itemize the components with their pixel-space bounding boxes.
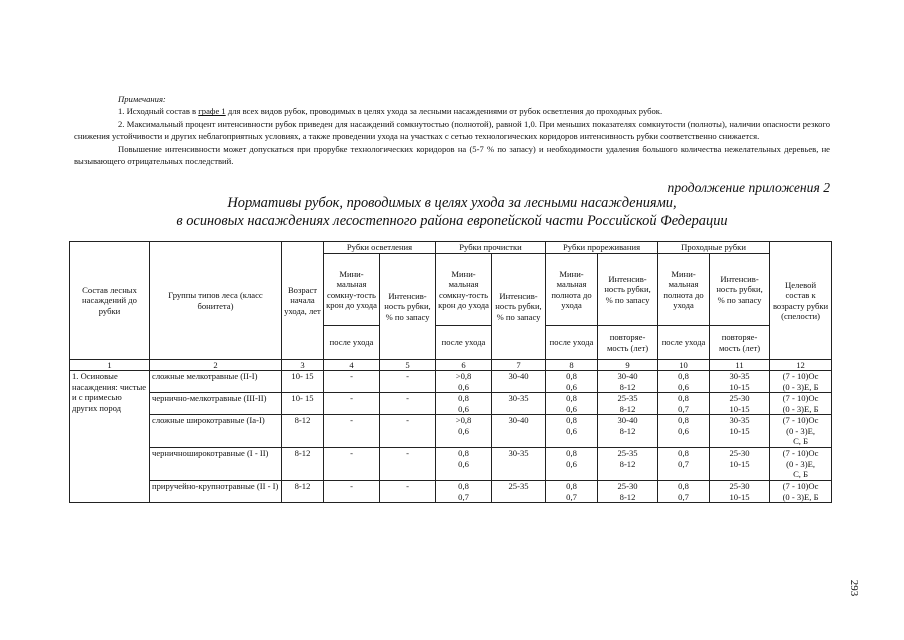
cell [770,371,832,393]
header-intensity-4: Интенсив-ность рубки, % по запасу [710,254,770,326]
col-num: 6 [436,360,492,371]
age: 10- 15 [282,393,324,415]
cell [710,371,770,393]
cell [546,371,598,393]
note-1-text-a: 1. Исходный состав в [118,106,199,117]
cell-value: 10-15 [729,425,750,436]
cell-value: (7 - 10)Ос [782,481,819,492]
cell-value: С, Б [793,469,809,480]
cell [770,481,832,503]
cell-value: 25-30 [729,393,750,404]
col-num: 2 [150,360,282,371]
cell-value: 0,8 [678,448,689,459]
cell-value: 0,8 [566,393,577,404]
cell: - [380,481,436,503]
cell-value: 0,8 [566,448,577,459]
cell [710,393,770,415]
age: 8-12 [282,481,324,503]
cell [546,393,598,415]
cell [546,448,598,481]
header-after-1: после ухода [324,326,380,360]
cell-value: 0,6 [566,381,577,392]
cell-value: (7 - 10)Ос [782,415,819,426]
cell-value: 30-35 [729,415,750,426]
header-prorezhivaniya: Рубки прореживания [546,242,658,254]
note-1 [74,105,830,117]
cell-value: 0,6 [458,458,469,469]
cell [658,371,710,393]
cell: 30-35 [492,448,546,481]
cell-value: (0 - 3)Е, Б [782,403,819,414]
col-num: 10 [658,360,710,371]
cell-value: С, Б [793,436,809,447]
table-row [70,393,832,415]
cell-value: >0,8 [455,371,472,382]
cell: - [324,415,380,448]
cell [546,415,598,448]
cell [436,393,492,415]
cell-value: (7 - 10)Ос [782,393,819,404]
cell-value: 0,7 [678,458,689,469]
cell-value: 0,8 [678,371,689,382]
cell: - [324,448,380,481]
cell: - [380,415,436,448]
note-1-link[interactable]: графе 1 [198,106,226,117]
cell-value: 25-35 [617,448,638,459]
header-prokhodnye: Проходные рубки [658,242,770,254]
table-row [70,371,832,393]
cell-value: 30-40 [617,371,638,382]
header-prochistki: Рубки прочистки [436,242,546,254]
cell-value: 0,8 [566,415,577,426]
cell: - [324,393,380,415]
cell [658,393,710,415]
cell [436,481,492,503]
header-composition: Состав лесных насаждений до рубки [70,242,150,360]
header-intensity-3: Интенсив-ность рубки, % по запасу [598,254,658,326]
col-num: 4 [324,360,380,371]
cell [598,415,658,448]
header-min-closure-1: Мини-мальная сомкну-тость крон до ухода [324,254,380,326]
cell-value: 0,6 [566,425,577,436]
header-repeat-2: повторяе-мость (лет) [710,326,770,360]
cell [598,481,658,503]
cell [658,415,710,448]
cell-value: (0 - 3)Е, [786,425,815,436]
age: 8-12 [282,415,324,448]
cell [658,448,710,481]
cell-value: 0,6 [458,403,469,414]
header-intensity-1: Интенсив-ность рубки, % по запасу [380,254,436,360]
cell [770,448,832,481]
cell [710,415,770,448]
page-number: 293 [848,579,860,597]
cell-value: 0,8 [458,481,469,492]
col-num: 3 [282,360,324,371]
notes-heading: Примечания: [118,94,166,104]
cell-value: 0,8 [458,448,469,459]
header-after-4: после ухода [658,326,710,360]
cell-value: 25-30 [617,481,638,492]
cell-value: 0,8 [678,481,689,492]
cell-value: 0,8 [678,393,689,404]
cell [598,371,658,393]
cell-value: (7 - 10)Ос [782,371,819,382]
cell-value: 25-30 [729,448,750,459]
cell [598,393,658,415]
forest-group: сложные широкотравные (Ia-I) [150,415,282,448]
cell-value: >0,8 [455,415,472,426]
cell [598,448,658,481]
cell-value: 10-15 [729,458,750,469]
cell-value: 25-30 [729,481,750,492]
col-num: 12 [770,360,832,371]
cell-value: 0,6 [566,458,577,469]
header-min-density-1: Мини-мальная полнота до ухода [546,254,598,326]
header-min-density-2: Мини-мальная полнота до ухода [658,254,710,326]
col-num: 1 [70,360,150,371]
notes-block [74,93,830,167]
cell-value: (7 - 10)Ос [782,448,819,459]
cell-value: 25-35 [617,393,638,404]
cell-value: 10-15 [729,403,750,414]
cell-value: 0,7 [566,491,577,502]
header-min-closure-2: Мини-мальная сомкну-тость крон до ухода [436,254,492,326]
forest-group: черничноширокотравные (I - II) [150,448,282,481]
cell-value: 8-12 [619,458,636,469]
appendix-label: продолжение приложения 2 [667,180,830,195]
norms-table [69,241,832,503]
cell: - [324,481,380,503]
cell: 30-40 [492,371,546,393]
cell-value: 10-15 [729,491,750,502]
cell: - [380,448,436,481]
cell [436,415,492,448]
cell-value: (0 - 3)Е, [786,458,815,469]
cell-value: 8-12 [619,403,636,414]
note-3: Повышение интенсивности может допускаться при прорубке технологических коридоров на (5-7 % по запасу) и необходимости удаления большого количества нежелательных деревьев, не вызывающего отрицательных последствий. [74,143,830,167]
header-target-composition: Целевой состав к возрасту рубки (спелости) [770,242,832,360]
cell-value: 10-15 [729,381,750,392]
col-num: 9 [598,360,658,371]
cell [710,448,770,481]
cell [546,481,598,503]
age: 8-12 [282,448,324,481]
cell-value: 0,7 [678,491,689,502]
cell [658,481,710,503]
cell: 30-40 [492,415,546,448]
header-forest-groups: Группы типов леса (класс бонитета) [150,242,282,360]
cell: 25-35 [492,481,546,503]
col-num: 11 [710,360,770,371]
cell-value: 0,6 [678,381,689,392]
cell: - [324,371,380,393]
cell [770,415,832,448]
cell-value: 0,6 [458,381,469,392]
cell-value: 30-40 [617,415,638,426]
cell: 30-35 [492,393,546,415]
header-after-2: после ухода [436,326,492,360]
cell [436,371,492,393]
cell [710,481,770,503]
page-title-line-2: в осиновых насаждениях лесостепного района европейской части Российской Федерации [176,213,728,229]
cell: - [380,371,436,393]
cell-value: 0,6 [678,425,689,436]
age: 10- 15 [282,371,324,393]
cell-value: 8-12 [619,491,636,502]
forest-group: приручейно-крупнотравные (II - I) [150,481,282,503]
col-num: 7 [492,360,546,371]
group-label: 1. Осиновые насаждения: чистые и с примесью других пород [70,371,150,503]
cell [770,393,832,415]
table-row [70,448,832,481]
cell-value: 0,8 [566,371,577,382]
col-num: 8 [546,360,598,371]
table-row [70,481,832,503]
header-after-3: после ухода [546,326,598,360]
cell-value: 0,7 [458,491,469,502]
cell-value: 0,8 [678,415,689,426]
cell-value: 0,8 [566,481,577,492]
header-osvetleniya: Рубки осветления [324,242,436,254]
header-intensity-2: Интенсив-ность рубки, % по запасу [492,254,546,360]
cell: - [380,393,436,415]
note-1-text-b: для всех видов рубок, проводимых в целях ухода за лесными насаждениями от рубок осветления до проходных рубок. [225,106,663,117]
cell-value: 30-35 [729,371,750,382]
column-number-row [70,360,832,371]
cell-value: 0,7 [678,403,689,414]
page-title-line-1: Нормативы рубок, проводимых в целях ухода за лесными насаждениями, [227,195,677,211]
header-repeat-1: повторяе-мость (лет) [598,326,658,360]
cell-value: 8-12 [619,381,636,392]
cell-value: 0,6 [458,425,469,436]
cell-value: 0,8 [458,393,469,404]
cell [436,448,492,481]
cell-value: (0 - 3)Е, Б [782,381,819,392]
forest-group: сложные мелкотравные (II-I) [150,371,282,393]
cell-value: 0,6 [566,403,577,414]
cell-value: 8-12 [619,425,636,436]
note-2: 2. Максимальный процент интенсивности рубок приведен для насаждений сомкнутостью (полнотой), равной 1,0. При меньших показателях сомкнутости (полноты), наличии опасности резкого снижения устойчивости и других неблагоприятных условиях, а также проведении ухода на участках с сетью технологических коридоров интенсивность рубки соответственно снижается. [74,118,830,142]
col-num: 5 [380,360,436,371]
forest-group: чернично-мелкотравные (III-II) [150,393,282,415]
table-row [70,415,832,448]
cell-value: (0 - 3)Е, Б [782,491,819,502]
header-age: Возраст начала ухода, лет [282,242,324,360]
